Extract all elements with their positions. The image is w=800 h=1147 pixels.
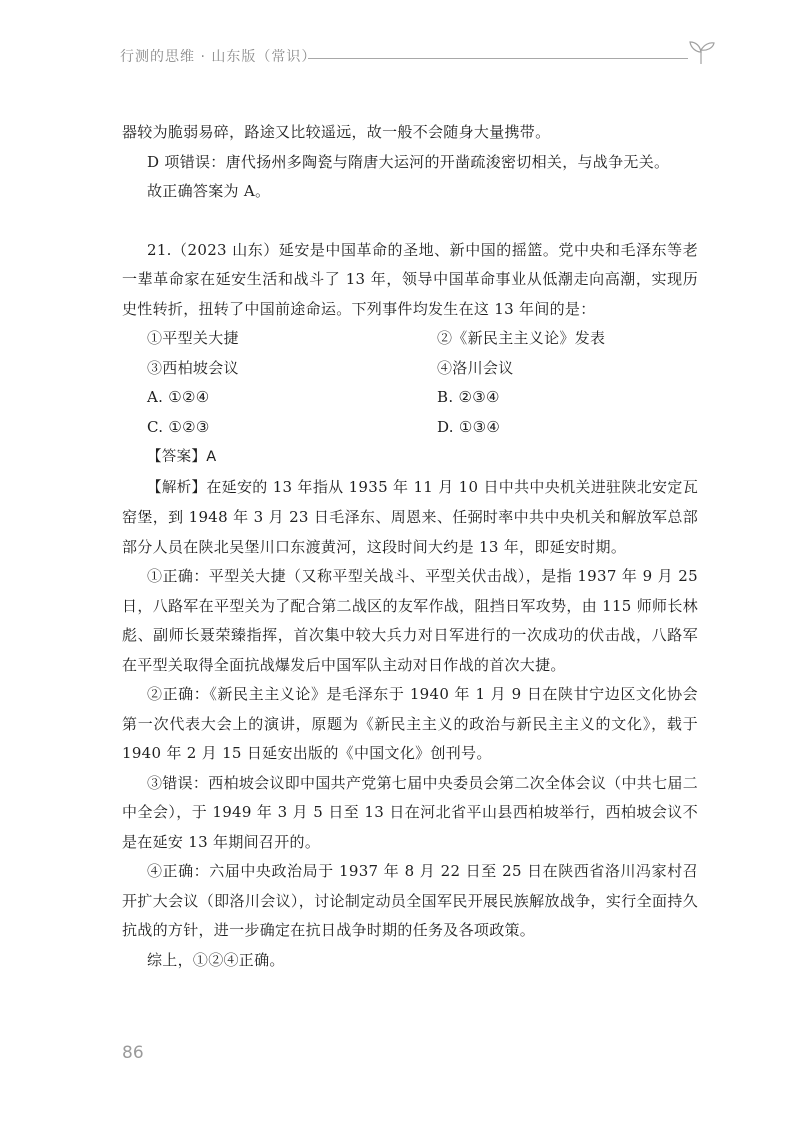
- events-row-1: [122, 324, 698, 354]
- header-rule: [308, 58, 688, 59]
- choice-item: C. ①②③: [147, 417, 210, 436]
- page-content: [122, 118, 698, 975]
- previous-option-d: D 项错误：唐代扬州多陶瓷与隋唐大运河的开凿疏浚密切相关，与战争无关。: [147, 152, 670, 171]
- event-item: ①平型关大捷: [147, 329, 239, 347]
- events-row-2: [122, 354, 698, 384]
- answer-value: A: [206, 449, 217, 465]
- question-stem: 21.（2023 山东）延安是中国革命的圣地、新中国的摇篮。党中央和毛泽东等老一辈革命家在延安生活和战斗了 13 年，领导中国革命事业从低潮走向高潮，实现历史性转折，扭转了中国前途命运。下列事件均发生在这 13 年间的是：: [122, 240, 698, 318]
- answer-label: 【答案】: [147, 449, 207, 465]
- choice-item: D. ①③④: [437, 417, 501, 436]
- analysis-label: 【解析】: [147, 479, 207, 496]
- previous-conclusion: 故正确答案为 A。: [147, 182, 271, 200]
- analysis-intro-text: 在延安的 13 年指从 1935 年 11 月 10 日中共中央机关进驻陕北安定瓦窑堡，到 1948 年 3 月 23 日毛泽东、周恩来、任弼时率中共中央机关和解放军总部部分人员在陕北吴堡川口东渡黄河，这段时间大约是 13 年，即延安时期。: [122, 477, 698, 556]
- analysis-summary: 综上，①②④正确。: [147, 950, 285, 969]
- running-header: [120, 44, 710, 74]
- analysis-item-2: ②正确：《新民主主义论》是毛泽东于 1940 年 1 月 9 日在陕甘宁边区文化协会第一次代表大会上的演讲，原题为《新民主主义的政治与新民主主义的文化》，载于 1940 年 2 月 15 日延安出版的《中国文化》创刊号。: [122, 685, 698, 762]
- event-item: ④洛川会议: [437, 358, 514, 377]
- analysis-intro: [122, 473, 698, 563]
- header-title: 行测的思维 · 山东版（常识）: [120, 49, 317, 65]
- analysis-item-1: ①正确：平型关大捷（又称平型关战斗、平型关伏击战），是指 1937 年 9 月 25 日，八路军在平型关为了配合第二战区的友军作战，阻挡日军攻势，由 115 师师长林彪、副师长聂荣臻指挥，首次集中较大兵力对日军进行的一次成功的伏击战，八路军在平型关取得全面抗战爆发后中国军队主动对日作战的首次大捷。: [122, 567, 698, 674]
- sprout-icon: [686, 36, 716, 66]
- page-number: 86: [122, 1043, 144, 1063]
- choices-row-1: [122, 383, 698, 413]
- previous-answer-tail: 器较为脆弱易碎，路途又比较遥远，故一般不会随身大量携带。: [122, 123, 551, 141]
- analysis-item-3: ③错误：西柏坡会议即中国共产党第七届中央委员会第二次全体会议（中共七届二中全会），于 1949 年 3 月 5 日至 13 日在河北省平山县西柏坡举行，西柏坡会议不是在延安 13 年期间召开的。: [122, 773, 698, 851]
- choice-item: B. ②③④: [437, 388, 500, 406]
- analysis-item-4: ④正确：六届中央政治局于 1937 年 8 月 22 日至 25 日在陕西省洛川冯家村召开扩大会议（即洛川会议），讨论制定动员全国军民开展民族解放战争，实行全面持久抗战的方针，进一步确定在抗日战争时期的任务及各项政策。: [122, 862, 698, 939]
- answer-line: [122, 442, 698, 473]
- choice-item: A. ①②④: [147, 388, 210, 406]
- event-item: ③西柏坡会议: [147, 358, 239, 377]
- event-item: ②《新民主主义论》发表: [437, 329, 606, 347]
- choices-row-2: [122, 413, 698, 443]
